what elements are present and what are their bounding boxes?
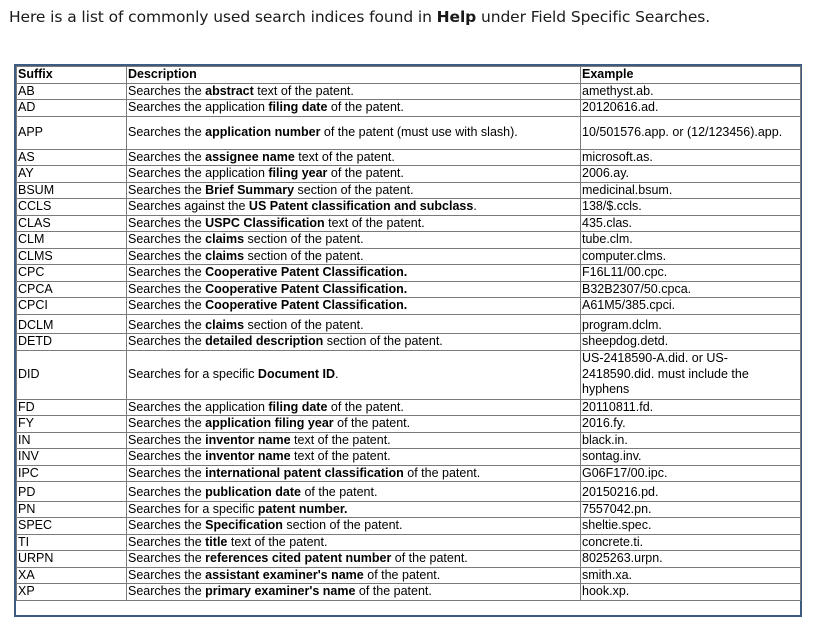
description-text: Searches the [128, 83, 206, 98]
table-row [17, 501, 801, 518]
description-text: Searches for a specific [128, 501, 258, 516]
suffix-cell: CPCA [17, 281, 127, 298]
table-row [17, 281, 801, 298]
description-bold: claims [205, 317, 245, 332]
suffix-cell: INV [17, 449, 127, 466]
example-cell: 20120616.ad. [581, 100, 801, 117]
description-text: Searches the application [128, 166, 269, 180]
table-row [17, 215, 801, 232]
description-tail: . [473, 199, 477, 213]
description-text: Searches the [128, 248, 206, 263]
description-cell [127, 449, 581, 466]
description-bold: application filing year [205, 416, 334, 430]
description-cell [127, 265, 581, 282]
description-cell [127, 166, 581, 183]
example-cell: sheltie.spec. [581, 518, 801, 535]
example-cell: 20110811.fd. [581, 399, 801, 416]
example-cell: 8025263.urpn. [581, 551, 801, 568]
description-tail: of the patent. [327, 399, 404, 414]
description-cell [127, 149, 581, 166]
table-row [17, 116, 801, 149]
description-tail: of the patent. [355, 584, 432, 598]
suffix-cell: CPCI [17, 298, 127, 315]
description-text: Searches the [128, 485, 206, 499]
suffix-cell: IPC [17, 465, 127, 482]
description-tail: section of the patent. [323, 334, 443, 348]
example-cell: 20150216.pd. [581, 482, 801, 502]
table-row [17, 551, 801, 568]
description-cell [127, 298, 581, 315]
suffix-cell: CLMS [17, 248, 127, 265]
table-row [17, 248, 801, 265]
suffix-cell: DCLM [17, 314, 127, 334]
table-row [17, 518, 801, 535]
table-body [17, 83, 801, 600]
example-cell: 2006.ay. [581, 166, 801, 183]
description-bold: USPC Classification [205, 215, 325, 230]
description-bold: assignee name [205, 149, 295, 164]
table-row [17, 350, 801, 399]
description-bold: application number [205, 124, 321, 139]
suffix-cell: CPC [17, 265, 127, 282]
description-cell [127, 215, 581, 232]
suffix-cell: DID [17, 350, 127, 399]
description-text: Searches the [128, 465, 206, 480]
description-cell [127, 100, 581, 117]
suffix-cell: URPN [17, 551, 127, 568]
suffix-cell: CLAS [17, 215, 127, 232]
description-cell [127, 199, 581, 216]
example-cell: computer.clms. [581, 248, 801, 265]
description-cell [127, 248, 581, 265]
description-bold: Cooperative Patent Classification. [205, 265, 408, 279]
table-row [17, 449, 801, 466]
description-text: Searches the [128, 265, 206, 279]
description-tail: section of the patent. [282, 518, 403, 532]
description-text: Searches the [128, 232, 206, 246]
example-cell: 10/501576.app. or (12/123456).app. [581, 116, 801, 149]
example-cell: amethyst.ab. [581, 83, 801, 100]
suffix-cell: AD [17, 100, 127, 117]
description-bold: international patent classification [205, 465, 404, 480]
description-bold: detailed description [205, 334, 324, 348]
description-text: Searches the [128, 215, 206, 230]
description-cell [127, 534, 581, 551]
suffix-cell: AY [17, 166, 127, 183]
example-cell: 2016.fy. [581, 416, 801, 433]
example-cell: F16L11/00.cpc. [581, 265, 801, 282]
description-text: Searches the [128, 317, 206, 332]
example-cell: hook.xp. [581, 584, 801, 601]
suffix-cell: PD [17, 482, 127, 502]
description-cell [127, 432, 581, 449]
description-cell [127, 350, 581, 399]
intro-before: Here is a list of commonly used search indices found in [9, 8, 437, 26]
description-tail: section of the patent. [294, 182, 414, 197]
intro-text [9, 8, 710, 26]
description-bold: claims [205, 248, 245, 263]
table-row [17, 334, 801, 351]
description-cell [127, 551, 581, 568]
example-cell: microsoft.as. [581, 149, 801, 166]
description-bold: primary examiner's name [205, 584, 356, 598]
example-cell: tube.clm. [581, 232, 801, 249]
description-tail: section of the patent. [244, 317, 364, 332]
description-cell [127, 83, 581, 100]
table-row [17, 83, 801, 100]
description-bold: patent number. [257, 501, 348, 516]
description-tail: text of the patent. [290, 449, 391, 463]
description-tail: of the patent. [333, 416, 411, 430]
description-text: Searches the [128, 518, 206, 532]
table-row [17, 399, 801, 416]
description-bold: claims [205, 232, 245, 246]
example-cell: black.in. [581, 432, 801, 449]
description-cell [127, 182, 581, 199]
description-tail: of the patent. [300, 485, 378, 499]
description-cell [127, 465, 581, 482]
description-cell [127, 416, 581, 433]
suffix-cell: AS [17, 149, 127, 166]
suffix-cell: PN [17, 501, 127, 518]
suffix-cell: DETD [17, 334, 127, 351]
description-tail: of the patent. [327, 166, 404, 180]
suffix-cell: XP [17, 584, 127, 601]
description-cell [127, 399, 581, 416]
description-cell [127, 482, 581, 502]
description-text: Searches the [128, 432, 206, 447]
header-description: Description [127, 67, 581, 84]
table-header-row [17, 67, 801, 84]
example-cell: concrete.ti. [581, 534, 801, 551]
example-cell: 138/$.ccls. [581, 199, 801, 216]
description-text: Searches the [128, 334, 206, 348]
suffix-cell: XA [17, 567, 127, 584]
description-text: Searches the [128, 567, 206, 582]
description-cell [127, 501, 581, 518]
suffix-cell: CLM [17, 232, 127, 249]
description-text: Searches the [128, 449, 206, 463]
description-text: Searches the application [128, 100, 269, 114]
description-text: Searches the [128, 281, 206, 296]
table-row [17, 465, 801, 482]
table-row [17, 534, 801, 551]
table-row [17, 149, 801, 166]
description-cell [127, 281, 581, 298]
suffix-cell: CCLS [17, 199, 127, 216]
suffix-cell: TI [17, 534, 127, 551]
description-text: Searches the [128, 298, 206, 312]
description-bold: inventor name [205, 449, 291, 463]
table-row [17, 182, 801, 199]
description-bold: Cooperative Patent Classification. [205, 281, 408, 296]
intro-help-bold: Help [436, 8, 477, 26]
description-text: Searches for a specific [128, 366, 258, 381]
description-cell [127, 314, 581, 334]
description-text: Searches against the [128, 199, 249, 213]
table-row [17, 314, 801, 334]
example-cell: A61M5/385.cpci. [581, 298, 801, 315]
example-cell: G06F17/00.ipc. [581, 465, 801, 482]
suffix-cell: AB [17, 83, 127, 100]
description-cell [127, 334, 581, 351]
example-cell: program.dclm. [581, 314, 801, 334]
description-cell [127, 518, 581, 535]
description-tail: of the patent. [391, 551, 468, 565]
description-cell [127, 584, 581, 601]
description-tail: text of the patent. [253, 83, 354, 98]
description-bold: Brief Summary [205, 182, 295, 197]
description-cell [127, 116, 581, 149]
description-tail: text of the patent. [290, 432, 391, 447]
table-row [17, 199, 801, 216]
table-row [17, 584, 801, 601]
search-indices-table [16, 66, 801, 601]
header-suffix: Suffix [17, 67, 127, 84]
suffix-cell: SPEC [17, 518, 127, 535]
description-bold: assistant examiner's name [205, 567, 364, 582]
search-indices-table-frame [14, 64, 802, 617]
suffix-cell: IN [17, 432, 127, 449]
description-text: Searches the [128, 124, 206, 139]
table-row [17, 166, 801, 183]
suffix-cell: APP [17, 116, 127, 149]
table-row [17, 265, 801, 282]
example-cell: 435.clas. [581, 215, 801, 232]
suffix-cell: FD [17, 399, 127, 416]
description-bold: inventor name [205, 432, 291, 447]
description-tail: of the patent. [363, 567, 441, 582]
description-tail: section of the patent. [244, 232, 364, 246]
description-bold: filing date [268, 399, 328, 414]
description-cell [127, 232, 581, 249]
table-row [17, 298, 801, 315]
description-bold: Specification [205, 518, 283, 532]
description-bold: abstract [205, 83, 254, 98]
description-text: Searches the [128, 534, 206, 549]
description-tail: of the patent. [327, 100, 404, 114]
example-cell: sontag.inv. [581, 449, 801, 466]
description-bold: publication date [205, 485, 301, 499]
table-row [17, 416, 801, 433]
table-row [17, 232, 801, 249]
table-row [17, 432, 801, 449]
header-example: Example [581, 67, 801, 84]
description-tail: . [335, 366, 339, 381]
description-tail: of the patent. [403, 465, 481, 480]
table-row [17, 567, 801, 584]
example-cell: medicinal.bsum. [581, 182, 801, 199]
intro-after: under Field Specific Searches. [476, 8, 711, 26]
description-tail: text of the patent. [294, 149, 395, 164]
description-tail: text of the patent. [324, 215, 425, 230]
description-tail: text of the patent. [227, 534, 328, 549]
suffix-cell: BSUM [17, 182, 127, 199]
description-text: Searches the [128, 149, 206, 164]
description-text: Searches the [128, 584, 206, 598]
example-cell: smith.xa. [581, 567, 801, 584]
description-cell [127, 567, 581, 584]
table-row [17, 482, 801, 502]
example-cell: US-2418590-A.did. or US-2418590.did. must include the hyphens [581, 350, 801, 399]
example-cell: 7557042.pn. [581, 501, 801, 518]
example-cell: B32B2307/50.cpca. [581, 281, 801, 298]
description-tail: of the patent (must use with slash). [320, 124, 518, 139]
example-cell: sheepdog.detd. [581, 334, 801, 351]
description-text: Searches the [128, 551, 206, 565]
description-tail: section of the patent. [244, 248, 364, 263]
description-bold: Cooperative Patent Classification. [205, 298, 408, 312]
description-bold: title [205, 534, 228, 549]
table-row [17, 100, 801, 117]
description-text: Searches the [128, 182, 206, 197]
description-bold: filing year [268, 166, 328, 180]
description-bold: references cited patent number [205, 551, 392, 565]
description-text: Searches the application [128, 399, 269, 414]
description-text: Searches the [128, 416, 206, 430]
description-bold: US Patent classification and subclass [248, 199, 474, 213]
description-bold: Document ID [257, 366, 336, 381]
suffix-cell: FY [17, 416, 127, 433]
description-bold: filing date [268, 100, 328, 114]
